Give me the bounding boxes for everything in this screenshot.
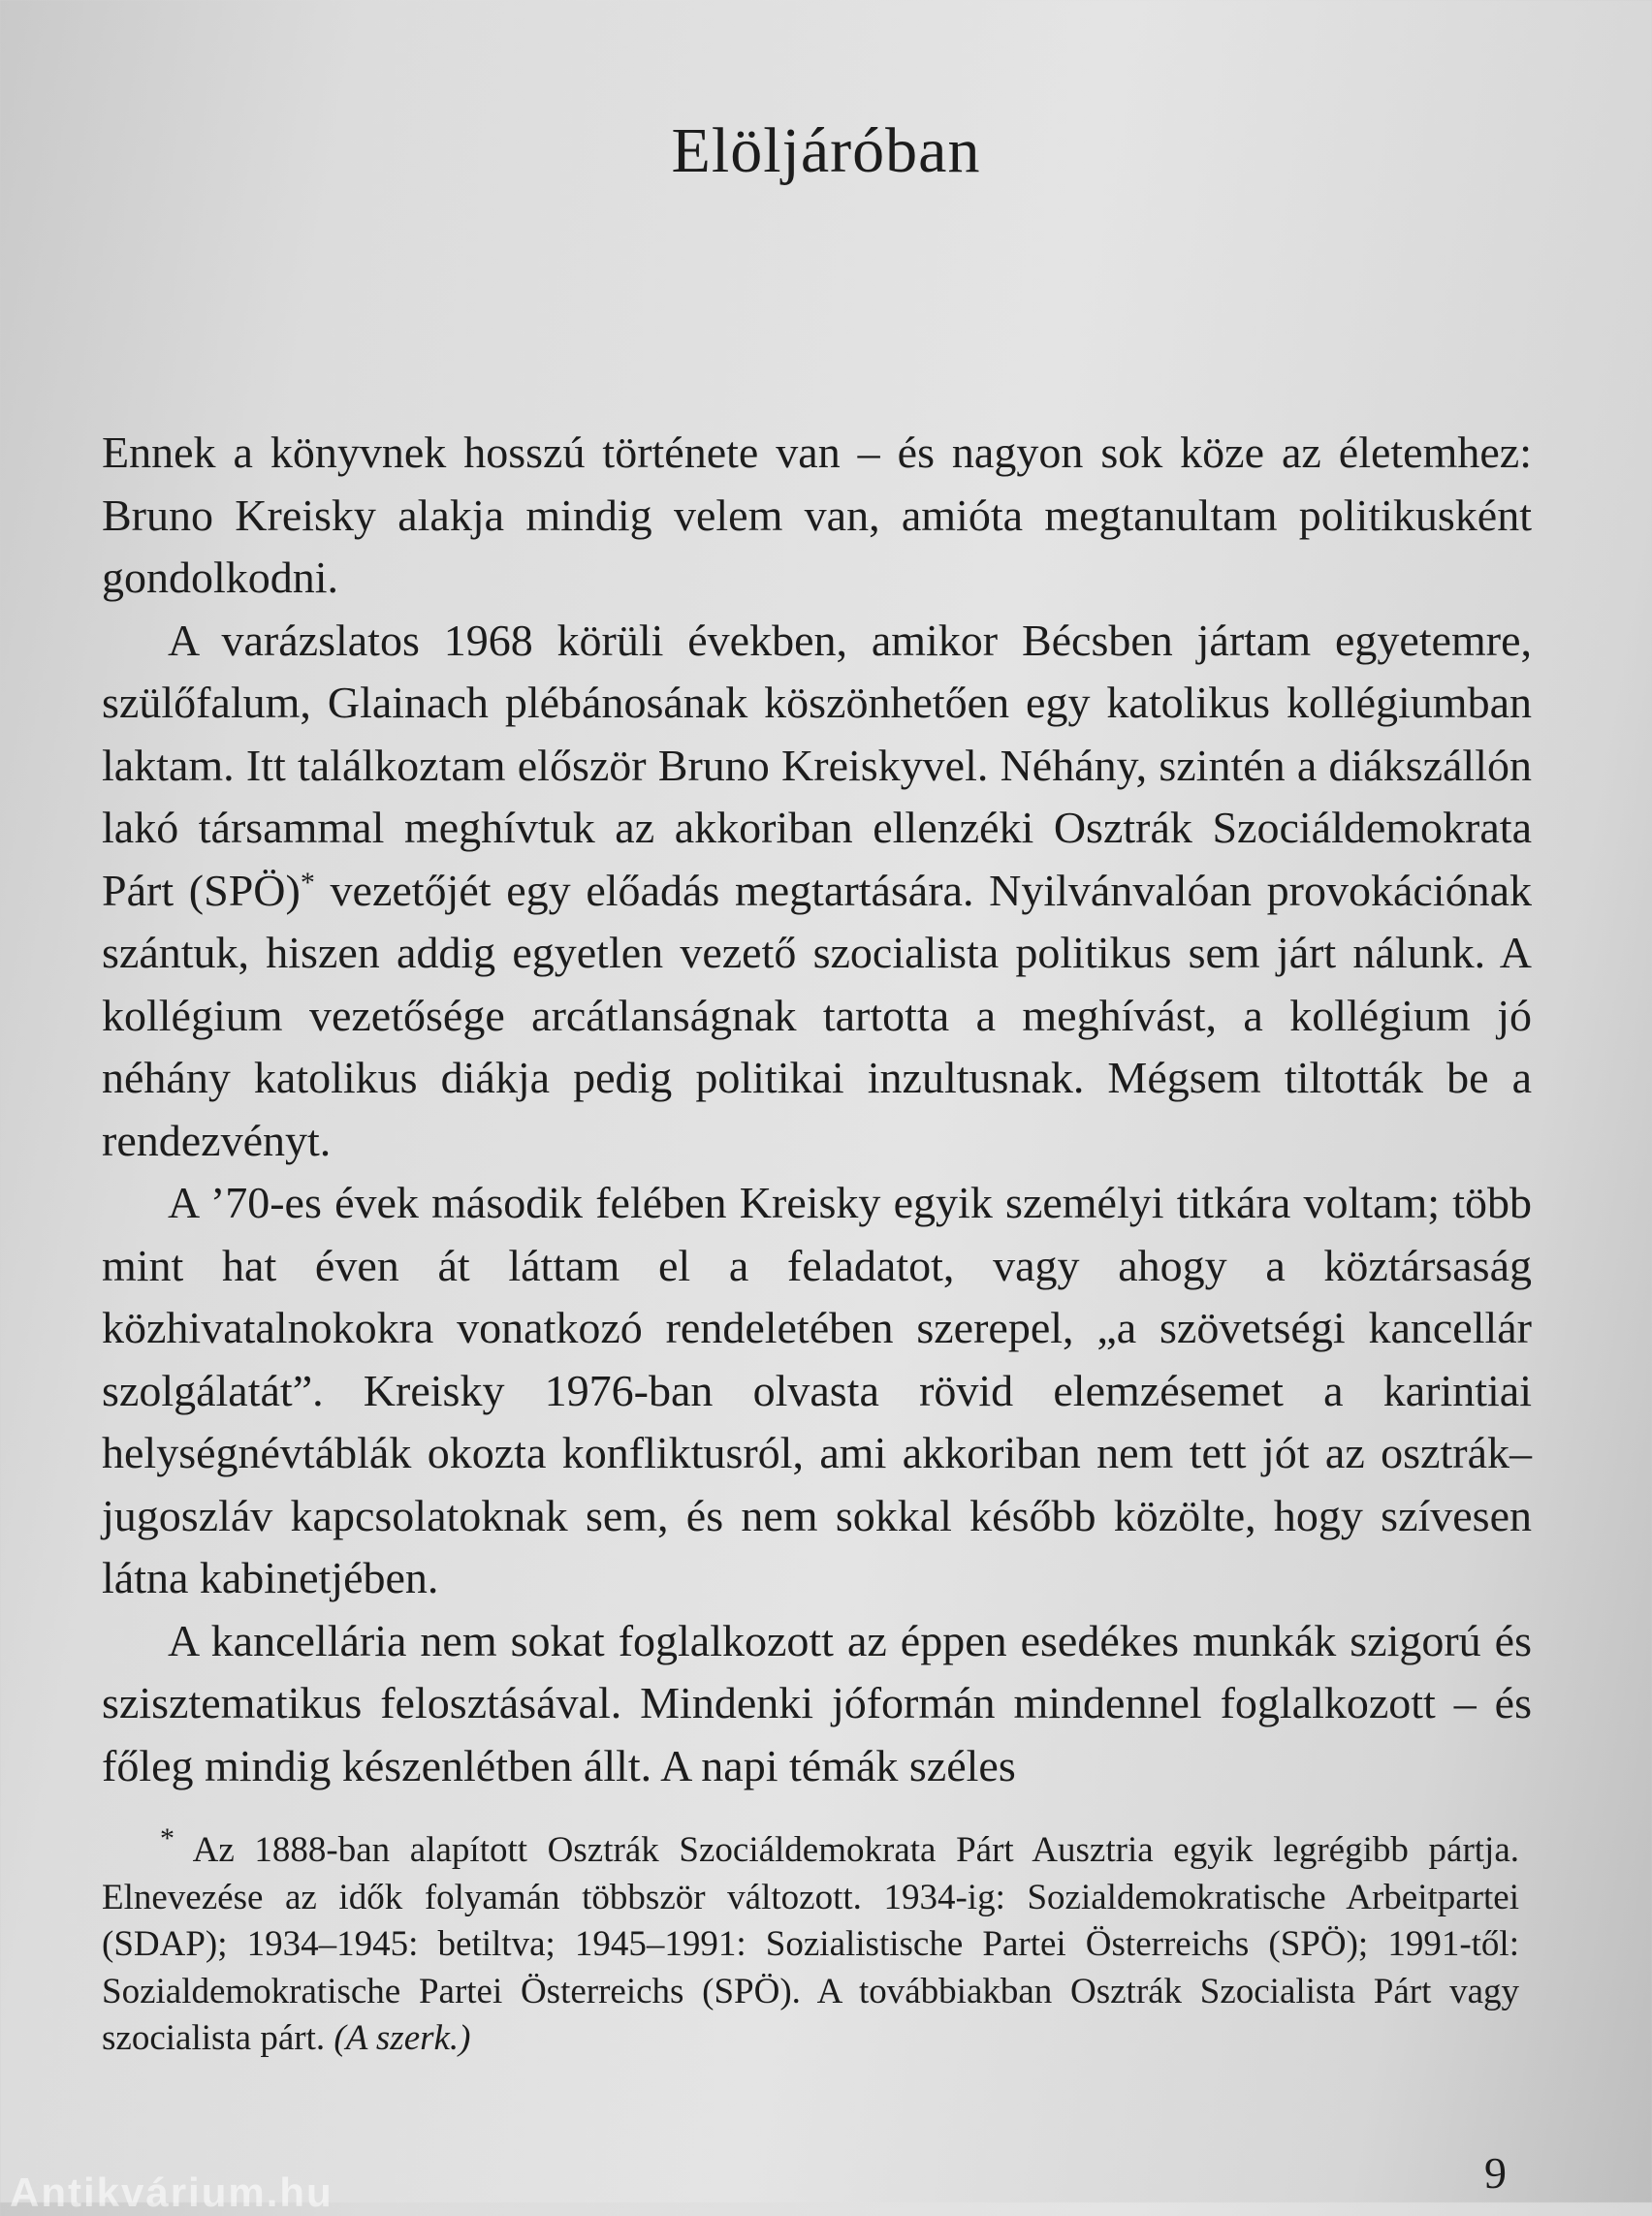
- paragraph-2: [102, 610, 1532, 1173]
- paragraph-2-continuation: vezetőjét egy előadás megtartására. Nyilvánvalóan provokációnak szántuk, hiszen addig egyetlen vezető szocialista politikus sem járt nálunk. A kollégium vezetősége arcátlanságnak tartotta a meghívást, a kollégium jó néhány katolikus diákja pedig politikai inzultusnak. Mégsem tiltották be a rendezvényt.: [102, 865, 1533, 1165]
- footnote-marker: *: [300, 866, 315, 899]
- paragraph-1: Ennek a könyvnek hosszú története van – és nagyon sok köze az életemhez: Bruno Kreisky alakja mindig velem van, amióta megtanultam politikusként gondolkodni.: [102, 427, 1532, 602]
- chapter-title: Elöljáróban: [671, 115, 981, 186]
- body-text: [102, 422, 1532, 1797]
- watermark: Antikvárium.hu: [10, 2169, 334, 2215]
- footnote-editor-note: (A szerk.): [334, 2018, 471, 2058]
- footnote-paragraph: [102, 1822, 1519, 2063]
- footnote: [102, 1822, 1519, 2063]
- footnote-text: Az 1888-ban alapított Osztrák Szociáldemokrata Párt Ausztria egyik legrégibb pártja. Elnevezése az idők folyamán többször változott. 1934-ig: Sozialdemokratische Arbeitpartei (SDAP); 1934–1945: betiltva; 1945–1991: Sozialistische Partei Österreichs (SPÖ); 1991-től: Sozialdemokratische Partei Österreichs (SPÖ). A továbbiakban Osztrák Szocialista Párt vagy szocialista párt.: [102, 1830, 1519, 2058]
- paragraph-3: A ’70-es évek második felében Kreisky egyik személyi titkára voltam; több mint hat éven át láttam el a feladatot, vagy ahogy a köztársaság közhivatalnokokra vonatkozó rendeletében szerepel, „a szövetségi kancellár szolgálatát”. Kreisky 1976-ban olvasta rövid elemzésemet a karintiai helységnévtáblák okozta konfliktusról, ami akkoriban nem tett jót az osztrák–jugoszláv kapcsolatoknak sem, és nem sokkal később közölte, hogy szívesen látna kabinetjében.: [102, 1178, 1532, 1602]
- paragraph-2-text: A varázslatos 1968 körüli években, amikor Bécsben jártam egyetemre, szülőfalum, Glainach plébánosának köszönhetően egy katolikus kollégiumban laktam. Itt találkoztam először Bruno Kreiskyvel. Néhány, szintén a diákszállón lakó társammal meghívtuk az akkoriban ellenzéki Osztrák Szociáldemokrata Párt (SPÖ): [102, 615, 1532, 915]
- footnote-marker-label: *: [160, 1822, 175, 1854]
- page-number: 9: [1484, 2148, 1507, 2198]
- paragraph-4: A kancellária nem sokat foglalkozott az éppen esedékes munkák szigorú és szisztematikus felosztásával. Mindenki jóformán mindennel foglalkozott – és főleg mindig készenlétben állt. A napi témák széles: [102, 1615, 1532, 1790]
